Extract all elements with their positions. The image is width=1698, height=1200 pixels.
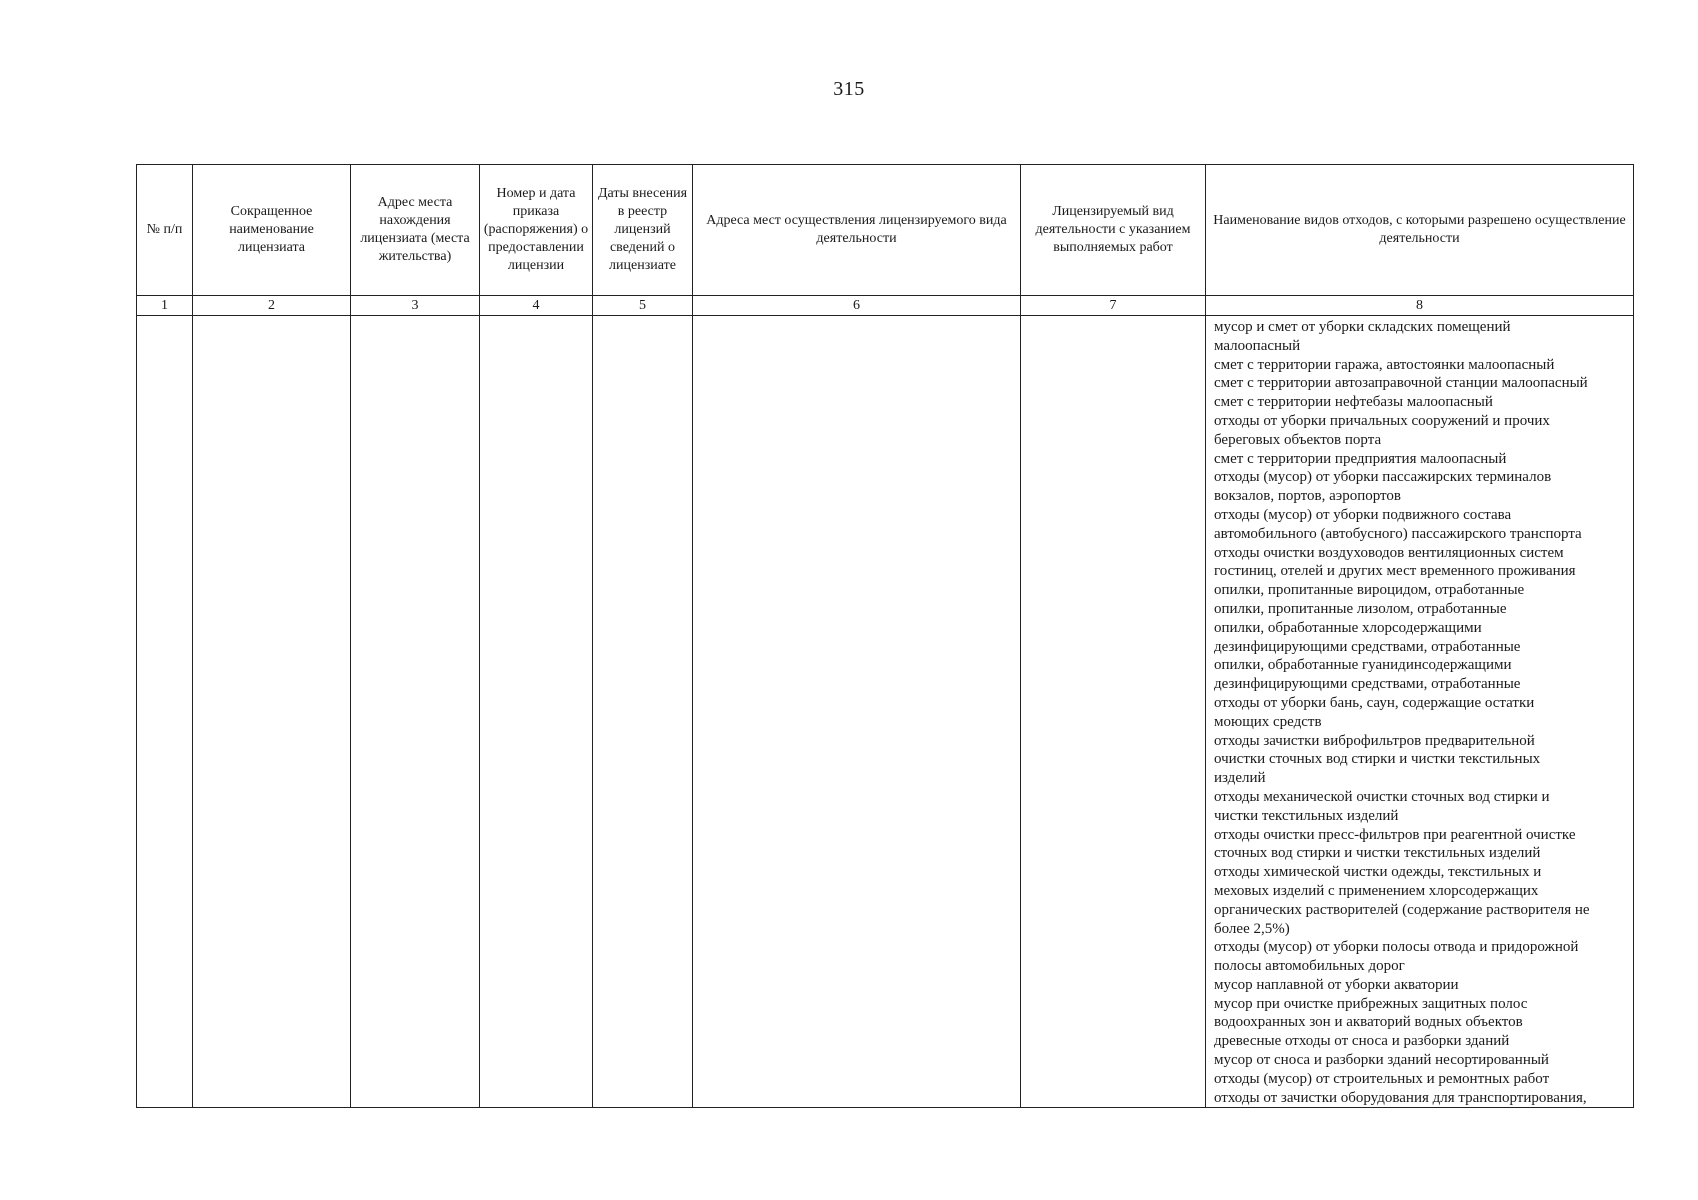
waste-line: отходы от уборки бань, саун, содержащие остатки <box>1214 694 1535 711</box>
header-cell-1 <box>137 165 193 296</box>
column-number: 1 <box>137 296 193 316</box>
waste-line: мусор при очистке прибрежных защитных полос <box>1214 995 1528 1012</box>
column-number: 4 <box>480 296 593 316</box>
cell-licensee-name <box>193 316 351 1108</box>
waste-line: гостиниц, отелей и других мест временного проживания <box>1214 563 1576 580</box>
header-label: Даты внесения в реестр лицензий сведений о лицензиате <box>597 186 688 273</box>
cell-activity-type <box>1021 316 1206 1108</box>
column-number: 3 <box>351 296 480 316</box>
column-number: 7 <box>1021 296 1206 316</box>
waste-line: смет с территории автозаправочной станции малоопасный <box>1214 375 1588 392</box>
waste-line: отходы (мусор) от уборки подвижного состава <box>1214 506 1512 523</box>
column-number: 8 <box>1206 296 1634 316</box>
column-number: 5 <box>593 296 693 316</box>
header-cell-3 <box>351 165 480 296</box>
header-cell-2 <box>193 165 351 296</box>
waste-line: вокзалов, портов, аэропортов <box>1214 488 1401 505</box>
page-number: 315 <box>833 78 865 100</box>
cell-index <box>137 316 193 1108</box>
cell-waste-types <box>1206 316 1634 1108</box>
waste-line: мусор от сноса и разборки зданий несортированный <box>1214 1052 1549 1069</box>
waste-line: отходы зачистки виброфильтров предварительной <box>1214 732 1535 749</box>
waste-line: органических растворителей (содержание растворителя не <box>1214 901 1590 918</box>
waste-line: древесные отходы от сноса и разборки зданий <box>1214 1033 1510 1050</box>
waste-line: отходы (мусор) от уборки полосы отвода и придорожной <box>1214 939 1579 956</box>
waste-list <box>1206 316 1633 1107</box>
waste-line: очистки сточных вод стирки и чистки текстильных <box>1214 751 1541 768</box>
waste-line: береговых объектов порта <box>1214 431 1382 448</box>
header-row <box>137 165 1634 296</box>
waste-line: опилки, обработанные гуанидинсодержащими <box>1214 657 1512 674</box>
waste-line: дезинфицирующими средствами, отработанные <box>1214 638 1521 655</box>
column-number-row <box>137 296 1634 316</box>
waste-line: сточных вод стирки и чистки текстильных изделий <box>1214 845 1541 862</box>
license-table <box>136 164 1634 1108</box>
waste-line: дезинфицирующими средствами, отработанные <box>1214 676 1521 693</box>
header-cell-6 <box>693 165 1021 296</box>
waste-line: моющих средств <box>1214 713 1322 730</box>
header-cell-8 <box>1206 165 1634 296</box>
header-label: Сокращенное наименование лицензиата <box>229 204 314 255</box>
waste-line: полосы автомобильных дорог <box>1214 958 1405 975</box>
waste-line: отходы (мусор) от уборки пассажирских терминалов <box>1214 469 1552 486</box>
waste-line: чистки текстильных изделий <box>1214 807 1399 824</box>
header-cell-4 <box>480 165 593 296</box>
waste-line: опилки, пропитанные вироцидом, отработанные <box>1214 582 1525 599</box>
header-cell-7 <box>1021 165 1206 296</box>
waste-line: смет с территории предприятия малоопасный <box>1214 450 1507 467</box>
column-number: 6 <box>693 296 1021 316</box>
waste-line: изделий <box>1214 770 1266 787</box>
cell-registry-dates <box>593 316 693 1108</box>
waste-line: отходы от зачистки оборудования для транспортирования, <box>1214 1089 1587 1106</box>
cell-activity-addresses <box>693 316 1021 1108</box>
waste-line: отходы механической очистки сточных вод стирки и <box>1214 788 1550 805</box>
waste-line: смет с территории гаража, автостоянки малоопасный <box>1214 356 1555 373</box>
waste-line: отходы химической чистки одежды, текстильных и <box>1214 864 1542 881</box>
waste-line: малоопасный <box>1214 337 1301 354</box>
header-label: № п/п <box>146 222 183 237</box>
waste-line: опилки, обработанные хлорсодержащими <box>1214 619 1482 636</box>
header-label: Лицензируемый вид деятельности с указанием выполняемых работ <box>1035 204 1191 255</box>
header-label: Номер и дата приказа (распоряжения) о предоставлении лицензии <box>483 186 589 273</box>
header-label: Наименование видов отходов, с которыми разрешено осуществление деятельности <box>1213 213 1626 246</box>
waste-line: водоохранных зон и акваторий водных объектов <box>1214 1014 1523 1031</box>
waste-line: мусор и смет от уборки складских помещений <box>1214 319 1511 335</box>
header-label: Адреса мест осуществления лицензируемого вида деятельности <box>706 213 1007 246</box>
waste-line: более 2,5%) <box>1214 920 1290 937</box>
cell-licensee-address <box>351 316 480 1108</box>
waste-line: мусор наплавной от уборки акватории <box>1214 976 1459 993</box>
waste-line: отходы от уборки причальных сооружений и прочих <box>1214 412 1550 429</box>
waste-line: автомобильного (автобусного) пассажирского транспорта <box>1214 525 1582 542</box>
header-cell-5 <box>593 165 693 296</box>
header-label: Адрес места нахождения лицензиата (места жительства) <box>360 195 470 264</box>
waste-line: отходы очистки пресс-фильтров при реагентной очистке <box>1214 826 1576 843</box>
waste-line: отходы очистки воздуховодов вентиляционных систем <box>1214 544 1564 561</box>
waste-line: отходы (мусор) от строительных и ремонтных работ <box>1214 1070 1550 1087</box>
table-row <box>137 316 1634 1108</box>
waste-line: опилки, пропитанные лизолом, отработанные <box>1214 600 1507 617</box>
column-number: 2 <box>193 296 351 316</box>
waste-line: смет с территории нефтебазы малоопасный <box>1214 394 1493 411</box>
cell-order <box>480 316 593 1108</box>
waste-line: меховых изделий с применением хлорсодержащих <box>1214 882 1539 899</box>
